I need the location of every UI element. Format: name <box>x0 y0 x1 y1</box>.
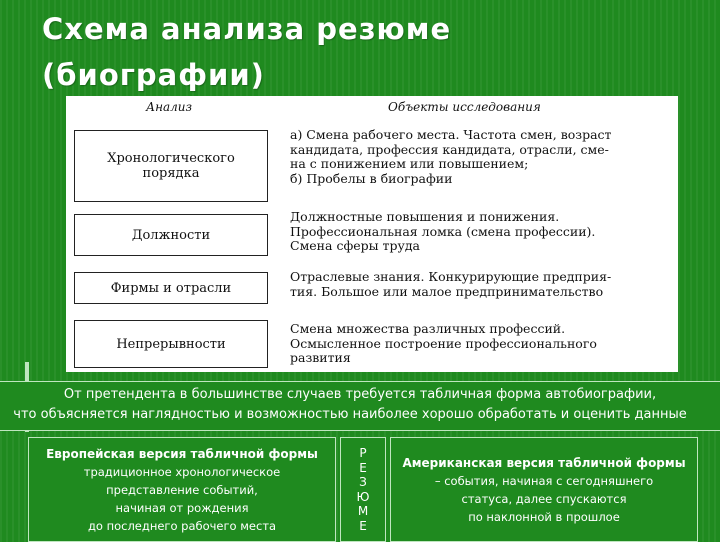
desc-line: Осмысленное построение профессионального <box>290 335 597 351</box>
resume-letter: Е <box>359 518 367 533</box>
box-chronological <box>74 130 268 202</box>
european-line: представление событий, <box>106 482 258 497</box>
resume-letter: Р <box>359 446 367 460</box>
resume-letter: Е <box>359 460 367 475</box>
box-continuity-label: Непрерывности <box>116 336 226 352</box>
box-positions-label: Должности <box>131 227 211 243</box>
desc-continuity <box>290 322 670 366</box>
desc-line: Профессиональная ломка (смена профессии). <box>290 223 596 239</box>
desc-line: а) Смена рабочего места. Частота смен, возраст <box>290 127 612 142</box>
info-line-2: что объясняется наглядностью и возможностью наиболее хорошо обработать и оценить данные <box>13 407 687 422</box>
desc-firms <box>290 270 670 299</box>
american-line: – события, начиная с сегодняшнего <box>434 474 654 488</box>
desc-line: Должностные повышения и понижения. <box>290 209 560 224</box>
desc-line: Смена сферы труда <box>290 238 420 253</box>
box-firms-label: Фирмы и отрасли <box>110 280 232 296</box>
desc-line: б) Пробелы в биографии <box>290 170 453 186</box>
european-line: до последнего рабочего места <box>87 518 277 533</box>
desc-line: на с понижением или повышением; <box>290 156 529 171</box>
desc-line: кандидата, профессия кандидата, отрасли, сме- <box>290 141 609 157</box>
box-continuity <box>74 320 268 368</box>
resume-letter: М <box>357 504 369 518</box>
desc-line: развития <box>290 350 351 365</box>
title-line-2: (биографии) <box>42 58 265 92</box>
european-line: начиная от рождения <box>115 500 249 515</box>
resume-letter: З <box>359 475 367 489</box>
desc-chronological <box>290 128 670 186</box>
desc-line: Смена множества различных профессий. <box>290 321 566 336</box>
header-analysis: Анализ <box>146 100 193 114</box>
american-version-panel <box>390 437 698 542</box>
scanned-table-image <box>66 96 678 372</box>
info-line-1: От претендента в большинстве случаев требуется табличная форма автобиографии, <box>63 387 657 402</box>
american-title: Американская версия табличной формы <box>402 456 686 470</box>
american-line: по наклонной в прошлое <box>468 510 620 524</box>
title-line-1: Схема анализа резюме <box>42 12 452 46</box>
resume-letter: Ю <box>356 489 370 504</box>
box-chronological-label: Хронологического порядка <box>107 151 235 181</box>
desc-line: тия. Большое или малое предпринимательство <box>290 283 604 299</box>
european-line: традиционное хронологическое <box>83 464 281 479</box>
european-version-panel <box>28 437 336 542</box>
box-positions <box>74 214 268 256</box>
european-title: Европейская версия табличной формы <box>46 446 318 461</box>
desc-line: Отраслевые знания. Конкурирующие предприя- <box>290 269 612 284</box>
box-firms <box>74 272 268 304</box>
desc-positions <box>290 210 670 254</box>
header-objects: Объекты исследования <box>388 100 541 114</box>
resume-vertical-panel <box>340 437 386 542</box>
info-band <box>0 381 720 431</box>
american-line: статуса, далее спускаются <box>461 492 627 506</box>
slide-title <box>42 6 682 98</box>
